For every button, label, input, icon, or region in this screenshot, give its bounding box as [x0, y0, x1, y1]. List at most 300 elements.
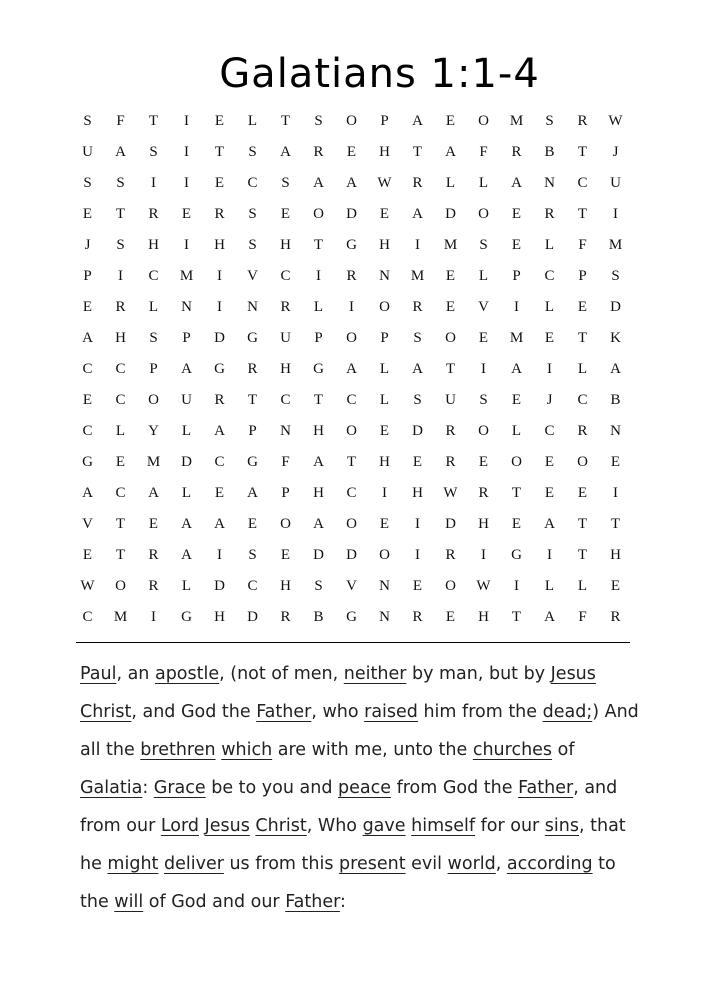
grid-letter: T: [148, 113, 159, 129]
grid-letter: S: [314, 578, 323, 594]
grid-letter: H: [313, 423, 324, 439]
grid-letter: C: [280, 268, 291, 284]
grid-letter: H: [280, 361, 291, 377]
grid-letter: A: [313, 454, 324, 470]
verse-segment: , and God the: [131, 702, 257, 722]
grid-letter: I: [184, 175, 189, 191]
grid-letter: L: [379, 361, 390, 377]
grid-letter: I: [613, 485, 618, 501]
grid-letter: O: [379, 547, 390, 563]
grid-letter: A: [412, 113, 423, 129]
grid-letter: E: [412, 578, 423, 594]
grid-letter: R: [610, 609, 621, 625]
grid-letter: R: [445, 454, 456, 470]
grid-letter: S: [83, 175, 92, 191]
grid-letter: C: [148, 268, 159, 284]
grid-letter: T: [115, 516, 126, 532]
grid-letter: C: [115, 361, 126, 377]
grid-letter: T: [511, 609, 522, 625]
verse-segment: , (not of men,: [219, 664, 344, 684]
grid-letter: S: [248, 237, 257, 253]
grid-letter: N: [181, 299, 192, 315]
grid-letter: L: [544, 237, 555, 253]
grid-letter: A: [511, 361, 522, 377]
grid-letter: L: [544, 578, 555, 594]
grid-letter: S: [149, 330, 158, 346]
grid-letter: L: [544, 299, 555, 315]
grid-letter: F: [578, 609, 587, 625]
verse-segment: ,: [495, 854, 507, 874]
grid-letter: H: [610, 547, 621, 563]
grid-letter: O: [115, 578, 126, 594]
grid-letter: R: [511, 144, 522, 160]
grid-letter: I: [217, 268, 222, 284]
grid-letter: E: [280, 206, 291, 222]
grid-letter: O: [511, 454, 522, 470]
grid-letter: M: [443, 237, 458, 253]
grid-letter: E: [379, 423, 390, 439]
grid-letter: D: [181, 454, 192, 470]
grid-letter: O: [445, 330, 456, 346]
grid-letter: T: [247, 392, 258, 408]
grid-letter: B: [610, 392, 621, 408]
grid-letter: N: [379, 578, 390, 594]
grid-letter: E: [148, 516, 159, 532]
grid-letter: T: [577, 547, 588, 563]
grid-letter: E: [511, 237, 522, 253]
grid-letter: H: [280, 237, 291, 253]
grid-letter: D: [214, 330, 225, 346]
grid-letter: R: [214, 392, 225, 408]
search-word: churches: [472, 740, 553, 760]
grid-letter: M: [509, 113, 524, 129]
grid-letter: T: [412, 144, 423, 160]
grid-letter: H: [280, 578, 291, 594]
grid-letter: O: [379, 299, 390, 315]
grid-letter: R: [412, 299, 423, 315]
verse-segment: , and from our: [80, 778, 618, 836]
grid-letter: I: [217, 547, 222, 563]
grid-letter: T: [577, 516, 588, 532]
grid-letter: E: [445, 113, 456, 129]
grid-letter: A: [115, 144, 126, 160]
grid-letter: I: [415, 547, 420, 563]
grid-letter: A: [280, 144, 291, 160]
grid-letter: R: [280, 299, 291, 315]
grid-letter: O: [346, 516, 357, 532]
grid-letter: S: [149, 144, 158, 160]
grid-letter: S: [248, 547, 257, 563]
grid-letter: N: [610, 423, 621, 439]
grid-letter: O: [445, 578, 456, 594]
grid-letter: E: [445, 299, 456, 315]
search-word: Paul: [80, 664, 117, 684]
search-word: Christ: [80, 702, 132, 722]
grid-letter: R: [445, 547, 456, 563]
grid-letter: D: [247, 609, 258, 625]
grid-letter: W: [80, 578, 95, 594]
grid-letter: E: [511, 516, 522, 532]
grid-letter: I: [217, 299, 222, 315]
grid-letter: D: [445, 516, 456, 532]
grid-letter: L: [577, 361, 588, 377]
grid-letter: D: [346, 547, 357, 563]
grid-letter: M: [113, 609, 128, 625]
grid-letter: I: [184, 237, 189, 253]
verse-segment: by man, but by: [406, 664, 551, 684]
grid-letter: C: [82, 361, 93, 377]
grid-letter: H: [379, 454, 390, 470]
search-word: peace: [338, 778, 392, 798]
grid-letter: E: [181, 206, 192, 222]
grid-letter: L: [148, 299, 159, 315]
grid-letter: C: [247, 175, 258, 191]
grid-letter: E: [82, 299, 93, 315]
grid-letter: H: [478, 609, 489, 625]
grid-letter: R: [577, 113, 588, 129]
grid-letter: S: [116, 175, 125, 191]
grid-letter: E: [115, 454, 126, 470]
grid-letter: U: [280, 330, 291, 346]
grid-letter: T: [610, 516, 621, 532]
grid-letter: C: [82, 609, 93, 625]
grid-letter: H: [478, 516, 489, 532]
grid-letter: E: [445, 609, 456, 625]
grid-letter: U: [610, 175, 621, 191]
grid-letter: T: [445, 361, 456, 377]
grid-letter: D: [412, 423, 423, 439]
grid-letter: I: [613, 206, 618, 222]
grid-letter: C: [214, 454, 225, 470]
grid-letter: G: [346, 609, 357, 625]
grid-letter: T: [511, 485, 522, 501]
grid-letter: E: [280, 547, 291, 563]
grid-letter: T: [115, 547, 126, 563]
grid-letter: P: [380, 113, 389, 129]
grid-letter: R: [412, 175, 423, 191]
grid-letter: E: [445, 268, 456, 284]
grid-letter: T: [346, 454, 357, 470]
grid-letter: I: [415, 237, 420, 253]
grid-letter: H: [115, 330, 126, 346]
grid-letter: E: [82, 547, 93, 563]
grid-letter: V: [478, 299, 489, 315]
search-word: Father: [256, 702, 312, 722]
search-word: raised: [364, 702, 418, 722]
grid-letter: V: [82, 516, 93, 532]
search-word: Grace: [153, 778, 206, 798]
grid-letter: T: [313, 237, 324, 253]
search-word: present: [339, 854, 406, 874]
grid-letter: S: [545, 113, 554, 129]
grid-letter: A: [313, 516, 324, 532]
grid-letter: C: [544, 423, 555, 439]
grid-letter: R: [313, 144, 324, 160]
grid-letter: I: [316, 268, 321, 284]
grid-letter: S: [116, 237, 125, 253]
grid-letter: P: [281, 485, 290, 501]
search-word: Christ: [255, 816, 307, 836]
grid-letter: W: [476, 578, 491, 594]
grid-letter: E: [214, 175, 225, 191]
grid-letter: S: [314, 113, 323, 129]
grid-letter: E: [577, 299, 588, 315]
grid-letter: R: [445, 423, 456, 439]
grid-letter: E: [577, 485, 588, 501]
grid-letter: T: [115, 206, 126, 222]
grid-letter: O: [346, 113, 357, 129]
grid-letter: J: [546, 392, 553, 408]
grid-letter: P: [512, 268, 521, 284]
grid-letter: M: [179, 268, 194, 284]
grid-letter: A: [82, 485, 93, 501]
grid-letter: L: [247, 113, 258, 129]
grid-letter: R: [148, 578, 159, 594]
grid-letter: F: [578, 237, 587, 253]
grid-letter: E: [412, 454, 423, 470]
grid-letter: F: [281, 454, 290, 470]
grid-letter: M: [509, 330, 524, 346]
grid-letter: B: [313, 609, 324, 625]
search-word: brethren: [140, 740, 216, 760]
grid-letter: E: [478, 454, 489, 470]
grid-letter: I: [481, 547, 486, 563]
grid-letter: I: [514, 299, 519, 315]
grid-letter: R: [346, 268, 357, 284]
grid-letter: A: [610, 361, 621, 377]
grid-letter: I: [349, 299, 354, 315]
search-word: Jesus: [550, 664, 596, 684]
verse-segment: , that he: [80, 816, 626, 874]
grid-letter: D: [346, 206, 357, 222]
grid-letter: L: [181, 578, 192, 594]
grid-letter: O: [280, 516, 291, 532]
grid-letter: O: [313, 206, 324, 222]
grid-letter: A: [82, 330, 93, 346]
verse-segment: evil: [405, 854, 448, 874]
grid-letter: A: [214, 423, 225, 439]
grid-letter: F: [479, 144, 488, 160]
grid-letter: K: [610, 330, 621, 346]
grid-letter: P: [578, 268, 587, 284]
grid-letter: E: [214, 485, 225, 501]
search-word: sins: [544, 816, 579, 836]
grid-letter: F: [116, 113, 125, 129]
grid-letter: W: [443, 485, 458, 501]
grid-letter: G: [313, 361, 324, 377]
grid-letter: P: [83, 268, 92, 284]
grid-letter: S: [611, 268, 620, 284]
grid-letter: A: [544, 516, 555, 532]
search-word: Jesus: [204, 816, 250, 836]
grid-letter: L: [181, 485, 192, 501]
grid-letter: L: [511, 423, 522, 439]
grid-letter: A: [412, 206, 423, 222]
grid-letter: M: [608, 237, 623, 253]
grid-letter: G: [346, 237, 357, 253]
grid-letter: L: [181, 423, 192, 439]
grid-letter: D: [445, 206, 456, 222]
grid-letter: H: [313, 485, 324, 501]
grid-letter: I: [151, 609, 156, 625]
grid-letter: I: [514, 578, 519, 594]
grid-letter: I: [547, 547, 552, 563]
grid-letter: T: [577, 330, 588, 346]
grid-letter: C: [115, 485, 126, 501]
grid-letter: H: [379, 237, 390, 253]
grid-letter: R: [247, 361, 258, 377]
grid-letter: R: [148, 547, 159, 563]
grid-letter: N: [379, 268, 390, 284]
grid-letter: Y: [148, 423, 159, 439]
grid-letter: G: [247, 330, 258, 346]
verse-segment: , who: [311, 702, 365, 722]
verse-segment: him from the: [417, 702, 543, 722]
grid-letter: A: [181, 547, 192, 563]
grid-letter: C: [82, 423, 93, 439]
grid-letter: R: [280, 609, 291, 625]
search-word: according: [506, 854, 593, 874]
grid-letter: L: [313, 299, 324, 315]
verse-segment: of God and our: [143, 892, 286, 912]
grid-letter: A: [544, 609, 555, 625]
grid-letter: E: [544, 454, 555, 470]
search-word: gave: [362, 816, 406, 836]
search-word: Father: [285, 892, 340, 912]
grid-letter: H: [148, 237, 159, 253]
grid-letter: C: [280, 392, 291, 408]
grid-letter: A: [412, 361, 423, 377]
grid-letter: E: [82, 392, 93, 408]
verse-segment: are with me, unto the: [272, 740, 473, 760]
grid-letter: L: [478, 268, 489, 284]
verse-text: [80, 655, 640, 921]
grid-letter: U: [181, 392, 192, 408]
grid-letter: L: [577, 578, 588, 594]
grid-letter: O: [346, 330, 357, 346]
grid-letter: J: [84, 237, 91, 253]
grid-letter: G: [511, 547, 522, 563]
grid-letter: E: [610, 578, 621, 594]
grid-letter: S: [248, 206, 257, 222]
grid-letter: A: [511, 175, 522, 191]
divider: [76, 642, 630, 643]
grid-letter: A: [247, 485, 258, 501]
grid-letter: S: [413, 392, 422, 408]
grid-letter: E: [346, 144, 357, 160]
search-word: world: [447, 854, 496, 874]
grid-letter: O: [148, 392, 159, 408]
grid-letter: A: [148, 485, 159, 501]
grid-letter: D: [214, 578, 225, 594]
search-word: dead;: [542, 702, 593, 722]
verse-segment: :: [142, 778, 154, 798]
grid-letter: M: [146, 454, 161, 470]
page-title: Galatians 1:1-4: [219, 51, 540, 97]
grid-letter: H: [379, 144, 390, 160]
grid-letter: U: [82, 144, 93, 160]
grid-letter: T: [280, 113, 291, 129]
grid-letter: T: [577, 206, 588, 222]
grid-letter: R: [115, 299, 126, 315]
search-word: might: [107, 854, 159, 874]
grid-letter: C: [346, 392, 357, 408]
verse-segment: of: [552, 740, 575, 760]
grid-letter: G: [181, 609, 192, 625]
search-word: deliver: [163, 854, 224, 874]
search-word: Lord: [160, 816, 199, 836]
grid-letter: H: [214, 237, 225, 253]
grid-letter: E: [511, 206, 522, 222]
grid-letter: N: [544, 175, 555, 191]
grid-letter: D: [313, 547, 324, 563]
verse-segment: , Who: [306, 816, 363, 836]
grid-letter: R: [148, 206, 159, 222]
grid-letter: N: [247, 299, 258, 315]
search-word: apostle: [154, 664, 220, 684]
grid-letter: S: [281, 175, 290, 191]
grid-letter: S: [479, 237, 488, 253]
grid-letter: H: [412, 485, 423, 501]
grid-letter: E: [379, 206, 390, 222]
search-word: neither: [343, 664, 407, 684]
grid-letter: E: [544, 330, 555, 346]
grid-letter: E: [379, 516, 390, 532]
search-word: Galatia: [80, 778, 143, 798]
grid-letter: I: [547, 361, 552, 377]
grid-letter: H: [214, 609, 225, 625]
grid-letter: C: [346, 485, 357, 501]
grid-letter: O: [478, 423, 489, 439]
grid-letter: O: [577, 454, 588, 470]
grid-letter: V: [346, 578, 357, 594]
grid-letter: E: [247, 516, 258, 532]
grid-letter: A: [313, 175, 324, 191]
grid-letter: E: [478, 330, 489, 346]
search-word: himself: [411, 816, 476, 836]
grid-letter: U: [445, 392, 456, 408]
grid-letter: W: [377, 175, 392, 191]
grid-letter: S: [248, 144, 257, 160]
grid-letter: A: [181, 516, 192, 532]
verse-segment: for our: [475, 816, 545, 836]
grid-letter: O: [478, 206, 489, 222]
grid-letter: R: [478, 485, 489, 501]
grid-letter: O: [346, 423, 357, 439]
grid-letter: P: [182, 330, 191, 346]
grid-letter: I: [151, 175, 156, 191]
grid-letter: C: [247, 578, 258, 594]
grid-letter: S: [413, 330, 422, 346]
search-word: which: [221, 740, 273, 760]
grid-letter: R: [577, 423, 588, 439]
grid-letter: E: [82, 206, 93, 222]
grid-letter: T: [577, 144, 588, 160]
grid-letter: S: [83, 113, 92, 129]
grid-letter: R: [214, 206, 225, 222]
grid-letter: B: [544, 144, 555, 160]
grid-letter: D: [610, 299, 621, 315]
verse-segment: be to you and: [205, 778, 339, 798]
grid-letter: O: [478, 113, 489, 129]
grid-letter: G: [82, 454, 93, 470]
search-word: Father: [518, 778, 574, 798]
grid-letter: N: [379, 609, 390, 625]
grid-letter: I: [415, 516, 420, 532]
grid-letter: L: [115, 423, 126, 439]
grid-letter: C: [577, 392, 588, 408]
grid-letter: E: [544, 485, 555, 501]
